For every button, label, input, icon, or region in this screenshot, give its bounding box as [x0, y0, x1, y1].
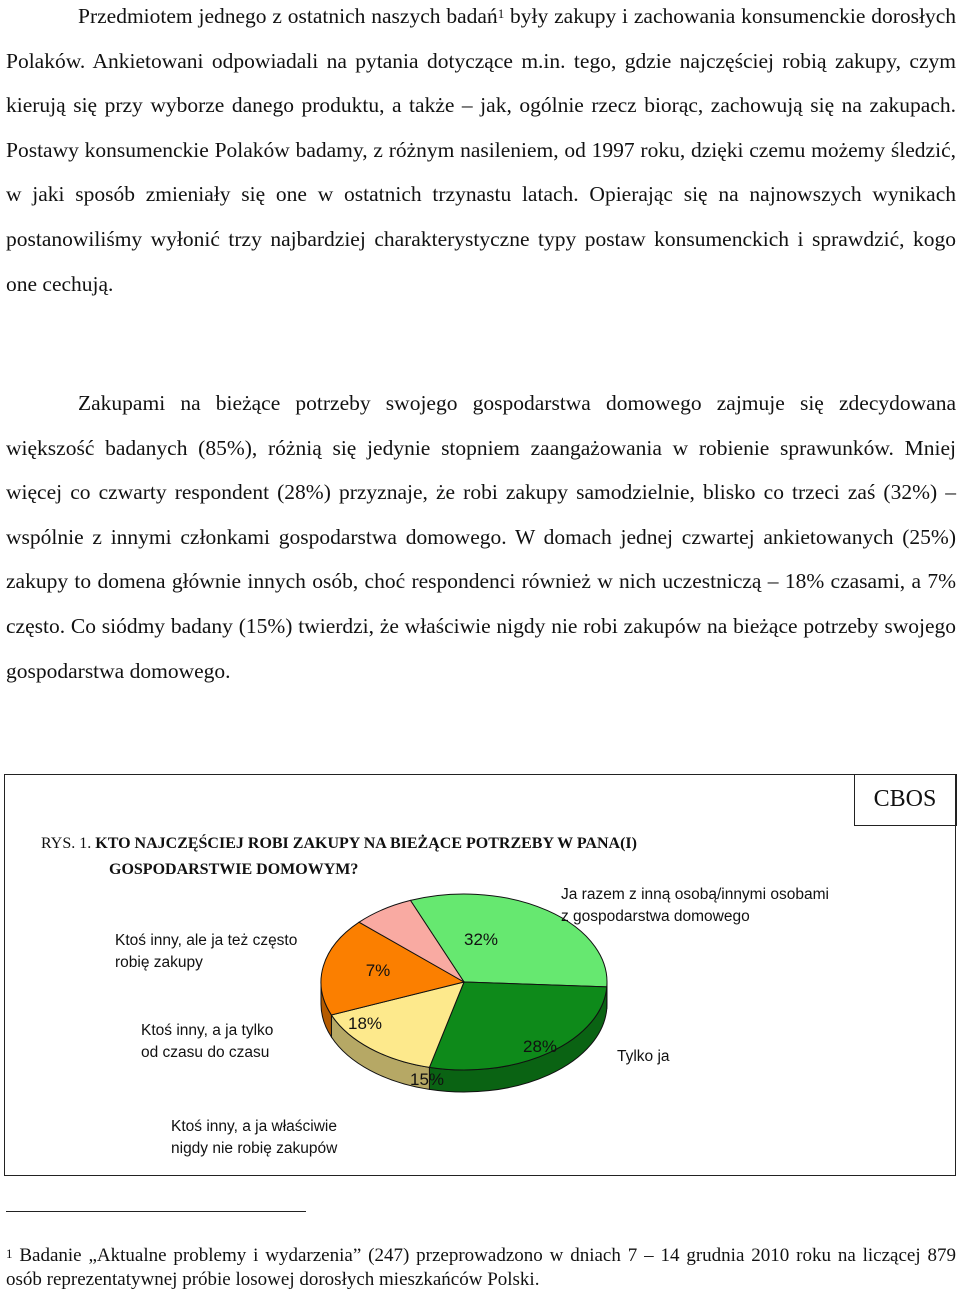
- figure-title-line1: KTO NAJCZĘŚCIEJ ROBI ZAKUPY NA BIEŻĄCE POTRZEBY W PANA(I): [95, 835, 637, 852]
- intro-text-start: Przedmiotem jednego z ostatnich naszych badań: [78, 4, 498, 28]
- pie-category-label: Ktoś inny, a ja właściwie nigdy nie robię zakupów: [171, 1118, 338, 1157]
- figure-number: RYS. 1.: [41, 835, 92, 852]
- footnote-text: Badanie „Aktualne problemy i wydarzenia” (247) przeprowadzono w dniach 7 – 14 grudnia 2010 roku na liczącej 879 osób reprezentatywnej próbie losowej dorosłych mieszkańców Polski.: [6, 1245, 956, 1290]
- pie-value-label: 28%: [522, 1037, 558, 1056]
- pie-value-label: 15%: [409, 1070, 445, 1089]
- intro-paragraph: [6, 0, 956, 306]
- figure-box: [4, 774, 956, 1176]
- pie-category-label: Ktoś inny, ale ja też często robię zakupy: [115, 932, 298, 971]
- footnote-separator: [6, 1211, 306, 1212]
- pie-value-label: 7%: [365, 961, 391, 980]
- pie-value-label: 32%: [463, 930, 499, 949]
- footnote-number: 1: [6, 1246, 13, 1261]
- results-text: Zakupami na bieżące potrzeby swojego gospodarstwa domowego zajmuje się zdecydowana większość badanych (85%), różnią się jedynie stopniem zaangażowania w robienie sprawunków. Mniej więcej co czwarty respondent (28%) przyznaje, że robi zakupy samodzielnie, blisko co trzeci zaś (32%) – wspólnie z innymi członkami gospodarstwa domowego. W domach jednej czwartej ankietowanych (25%) zakupy to domena głównie innych osób, choć respondenci również w nich uczestniczą – 18% czasami, a 7% często. Co siódmy badany (15%) twierdzi, że właściwie nigdy nie robi zakupów na bieżące potrzeby swojego gospodarstwa domowego.: [6, 391, 956, 683]
- pie-category-label: Ktoś inny, a ja tylko od czasu do czasu: [141, 1022, 274, 1061]
- pie-chart: [5, 775, 955, 1175]
- pie-category-label: Ja razem z inną osobą/innymi osobami z gospodarstwa domowego: [561, 886, 829, 925]
- footnote-reference[interactable]: 1: [497, 6, 505, 21]
- figure-title-line2: GOSPODARSTWIE DOMOWYM?: [109, 861, 359, 878]
- pie-value-label: 18%: [347, 1014, 383, 1033]
- intro-text-rest: były zakupy i zachowania konsumenckie dorosłych Polaków. Ankietowani odpowiadali na pytania dotyczące m.in. tego, gdzie najczęściej robią zakupy, czym kierują się przy wyborze danego produktu, a także – jak, ogólnie rzecz biorąc, zachowują się na zakupach. Postawy konsumenckie Polaków badamy, z różnym nasileniem, od 1997 roku, dzięki czemu możemy śledzić, w jaki sposób zmieniały się one w ostatnich trzynastu latach. Opierając się na najnowszych wynikach postanowiliśmy wyłonić trzy najbardziej charakterystyczne typy postaw konsumenckich i sprawdzić, kogo one cechują.: [6, 4, 956, 296]
- cbos-badge: CBOS: [854, 774, 957, 826]
- footnote: [6, 1244, 956, 1292]
- pie-category-label: Tylko ja: [617, 1048, 670, 1065]
- results-paragraph: [6, 381, 956, 693]
